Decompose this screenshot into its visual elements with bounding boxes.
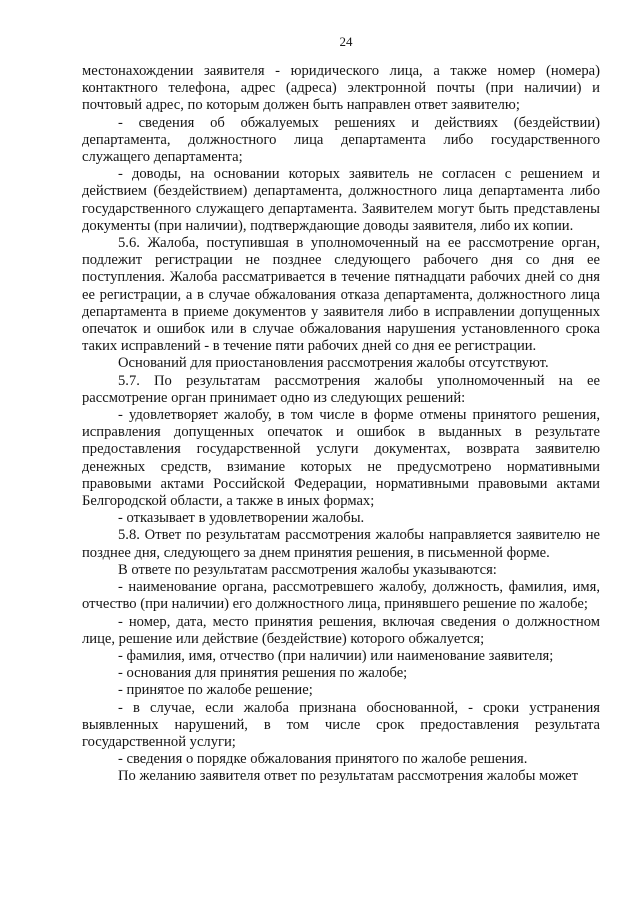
paragraph: 5.7. По результатам рассмотрения жалобы уполномоченный на ее рассмотрение орган принимает одно из следующих решений: xyxy=(82,372,600,406)
document-body xyxy=(82,63,600,786)
paragraph: местонахождении заявителя - юридического лица, а также номер (номера) контактного телефона, адрес (адреса) электронной почты (при наличии) и почтовый адрес, по которым должен быть направлен ответ заявителю; xyxy=(82,63,600,114)
paragraph: - фамилия, имя, отчество (при наличии) или наименование заявителя; xyxy=(118,647,554,664)
paragraph: - принятое по жалобе решение; xyxy=(118,682,313,699)
paragraph: - отказывает в удовлетворении жалобы. xyxy=(118,510,365,527)
paragraph: - сведения о порядке обжалования принятого по жалобе решения. xyxy=(118,751,528,768)
paragraph: - номер, дата, место принятия решения, включая сведения о должностном лице, решение или действие (бездействие) которого обжалуется; xyxy=(82,613,600,647)
page-number: 24 xyxy=(339,34,353,49)
paragraph: 5.8. Ответ по результатам рассмотрения жалобы направляется заявителю не позднее дня, следующего за днем принятия решения, в письменной форме. xyxy=(82,527,600,561)
paragraph: - наименование органа, рассмотревшего жалобу, должность, фамилия, имя, отчество (при наличии) его должностного лица, принявшего решение по жалобе; xyxy=(82,579,600,613)
paragraph: В ответе по результатам рассмотрения жалобы указываются: xyxy=(118,561,497,578)
paragraph: - удовлетворяет жалобу, в том числе в форме отмены принятого решения, исправления допущенных опечаток и ошибок в выданных в результате предоставления государственной услуги документах, возврата заявителю денежных средств, взимание которых не предусмотрено нормативными правовыми актами Российской Федерации, нормативными правовыми актами Белгородской области, а также в иных формах; xyxy=(82,407,600,510)
paragraph: По желанию заявителя ответ по результатам рассмотрения жалобы может xyxy=(118,768,578,785)
paragraph: - доводы, на основании которых заявитель не согласен с решением и действием (бездействием) департамента, должностного лица департамента либо государственного служащего департамента. Заявителем могут быть представлены документы (при наличии), подтверждающие доводы заявителя, либо их копии. xyxy=(82,166,600,234)
paragraph: - основания для принятия решения по жалобе; xyxy=(118,665,408,682)
paragraph: - в случае, если жалоба признана обоснованной, - сроки устранения выявленных нарушений, в том числе срок предоставления результата государственной услуги; xyxy=(82,699,600,750)
paragraph: - сведения об обжалуемых решениях и действиях (бездействии) департамента, должностного лица департамента либо государственного служащего департамента; xyxy=(82,114,600,166)
paragraph: Оснований для приостановления рассмотрения жалобы отсутствуют. xyxy=(118,355,549,372)
paragraph: 5.6. Жалоба, поступившая в уполномоченный на ее рассмотрение орган, подлежит регистрации не позднее следующего рабочего дня со дня ее поступления. Жалоба рассматривается в течение пятнадцати рабочих дней со дня ее регистрации, а в случае обжалования отказа департамента, должностного лица департамента в приеме документов у заявителя либо в исправлении допущенных опечаток и ошибок или в случае обжалования нарушения установленного срока таких исправлений - в течение пяти рабочих дней со дня ее регистрации. xyxy=(82,235,600,355)
